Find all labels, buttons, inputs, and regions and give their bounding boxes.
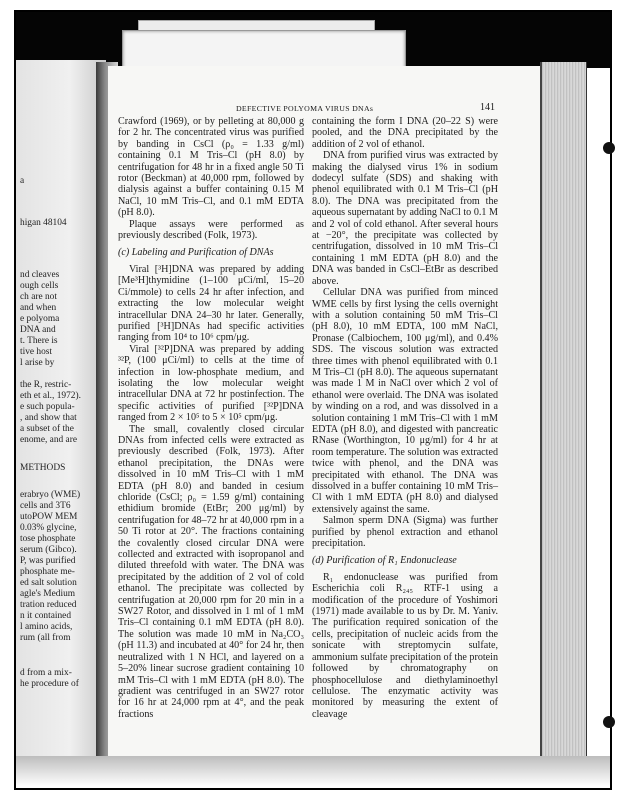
section-heading: (c) Labeling and Purification of DNAs [118, 247, 274, 259]
left-page-fragment: l amino acids, [20, 622, 73, 632]
left-page-fragment: , and show that [20, 413, 77, 423]
paragraph: Plaque assays were performed as previously described (Folk, 1973). [118, 218, 304, 242]
left-page-fragment: nd cleaves [20, 270, 60, 280]
paragraph: Salmon sperm DNA (Sigma) was further purified by phenol extraction and ethanol precipitation. [312, 515, 498, 550]
left-page-fragment: a subset of the [20, 424, 74, 434]
left-page-fragment: e such popula- [20, 402, 75, 412]
left-page-fragment: ch are not [20, 292, 57, 302]
left-page-fragment: and when [20, 303, 57, 313]
paragraph: containing the form I DNA (20–22 S) were pooled, and the DNA precipitated by the addition of 2 vol of ethanol. [312, 116, 498, 150]
paragraph: DNA from purified virus was extracted by making the dialysed virus 1% in sodium dodecyl sulfate (SDS) and shaking with phenol equilibrated with 0.1 M Tris–Cl (pH 8.0). The DNA was precipitated from the aqueous supernatant by adding NaCl to 0.1 M and 2 vol of cold ethanol. After several hours at −20°, the precipitate was collected by centrifugation, dissolved in 10 mM Tris–Cl containing 1 mM EDTA (pH 8.0) and the DNA was banded in CsCl–EtBr as described above. [312, 150, 498, 287]
paragraph: The small, covalently closed circular DNAs from infected cells were extracted as previously described (Folk, 1973). After ethanol precipitation, the DNAs were dissolved in 10 mM Tris–Cl with 1 mM EDTA (pH 8.0) and banded in cesium chloride (CsCl; ρ₀ = 1.59 g/ml) containing ethidium bromide (EtBr; 200 μg/ml) by centrifugation for 48–72 hr at 40,000 rpm in a 50 Ti rotor at 20°. The fractions containing the covalently closed circular DNA were collected and extracted with isopropanol and diluted threefold with water. The DNA was precipitated by the addition of 2 vol of cold ethanol. The precipitate was collected by centrifugation at 20,000 rpm for 20 min in a SW27 Rotor, and dissolved in 1 ml of 1 mM Tris–Cl containing 0.1 mM EDTA (pH 8.0). The solution was made 10 mM in Na₂CO₃ (pH 11.3) and incubated at 40° for 24 hr, then neutralized with 1 N HCl, and layered on a 5–20% linear sucrose gradient containing 10 mM Tris–Cl with 1 mM EDTA (pH 8.0). The gradient was centrifuged in an SW27 rotor for 16 hr at 24,000 rpm at 4°, and the peak fractions [118, 423, 304, 720]
left-page-fragment: n it contained [20, 611, 72, 621]
left-page-fragment: a [20, 176, 25, 186]
binder-hole-bottom [603, 716, 615, 728]
left-page-fragment: utoPOW MEM [20, 512, 78, 522]
left-page-fragment: l arise by [20, 358, 55, 368]
left-page-fragment: tose phosphate [20, 534, 76, 544]
left-page-fragment: the R, restric- [20, 380, 72, 390]
left-page-fragment: d from a mix- [20, 668, 72, 678]
paragraph: R₁ endonuclease was purified from Escherichia coli R₂₄₅ RTF-1 using a modification of the procedure of Yoshimori (1971) made available to us by Dr. M. Yaniv. The purification required sonication of the cells, precipitation of nucleic acids from the sonicate with streptomycin sulfate, ammonium sulfate precipitation of the protein followed by chromatography on phosphocellulose and diethylaminoethyl cellulose. The enzymatic activity was monitored by measuring the extent of cleavage [312, 571, 498, 720]
page-number: 141 [480, 102, 495, 113]
left-page-fragment: higan 48104 [20, 218, 67, 228]
left-page-fragment: t. There is [20, 336, 58, 346]
running-header: DEFECTIVE POLYOMA VIRUS DNAs [236, 104, 374, 113]
paragraph: Crawford (1969), or by pelleting at 80,000 g for 2 hr. The concentrated virus was purified by banding in CsCl (ρ₀ = 1.33 g/ml) containing 0.1 M Tris–Cl (pH 8.0) by centrifugation for 48 hr in a fixed angle 50 Ti rotor (Beckman) at 40,000 rpm, followed by dialysis against a buffer containing 0.15 M NaCl, 10 mM Tris–Cl, and 0.1 mM EDTA (pH 8.0). [118, 116, 304, 219]
left-page-fragment: ed salt solution [20, 578, 77, 588]
section-heading: (d) Purification of R₁ Endonuclease [312, 555, 457, 567]
paragraph: Viral [³²P]DNA was prepared by adding ³²P, (100 μCi/ml) to cells at the time of infection in low-phosphate medium, and isolating the low molecular weight intracellular DNA at 72 hr postinfection. The specific activities of purified [³²P]DNA ranged from 2 × 10⁵ to 5 × 10⁵ cpm/μg. [118, 343, 304, 424]
left-page-fragment: eth et al., 1972). [20, 391, 81, 401]
left-page-fragment: 0.03% glycine, [20, 523, 77, 533]
binder-hole-top [603, 142, 615, 154]
left-page-fragment: DNA and [20, 325, 56, 335]
left-page-fragment: enome, and are [20, 435, 78, 445]
left-page-fragment: erabryo (WME) [20, 490, 81, 500]
left-page-fragment: agle's Medium [20, 589, 76, 599]
left-page-fragment: tive host [20, 347, 53, 357]
left-page-fragment: phosphate me- [20, 567, 75, 577]
left-facing-page [16, 60, 106, 760]
bottom-shadow [16, 756, 610, 786]
left-page-fragment: rum (all from [20, 633, 71, 643]
paragraph: Viral [³H]DNA was prepared by adding [Me³H]thymidine (1–100 μCi/ml, 15–20 Ci/mmole) to cells 24 hr after infection, and extracting the low molecular weight intracellular DNA 24–30 hr later. Generally, purified [³H]DNAs had specific activities ranging from 10⁴ to 10⁶ cpm/μg. [118, 263, 304, 344]
left-column [118, 116, 304, 720]
left-page-fragment: P, was purified [20, 556, 76, 566]
left-page-fragment: cells and 3T6 [20, 501, 71, 511]
paragraph: Cellular DNA was purified from minced WME cells by first lysing the cells overnight with a solution containing 50 mM Tris–Cl (pH 8.0), 10 mM EDTA, 100 mM NaCl, Pronase (Calbiochem, 100 μg/ml), and 0.4% SDS. The viscous solution was extracted three times with phenol equilibrated with 0.1 M Tris–Cl (pH 8.0). The aqueous supernatant was made 1 M in NaCl over which 2 vol of ethanol were overlaid. The DNA was isolated by winding on a rod, and was dissolved in a solution containing 1 mM Tris–Cl with 1 mM EDTA (pH 8.0), and digested with pancreatic RNase (Worthington, 10 μg/ml) for 4 hr at room temperature. The solution was extracted twice with phenol, and the DNA was precipitated with ethanol. The DNA was dissolved in a buffer containing 10 mM Tris–Cl with 1 mM EDTA (pH 8.0) and dialysed extensively against the same. [312, 287, 498, 515]
page-edges [540, 62, 587, 762]
left-page-fragment: ough cells [20, 281, 59, 291]
right-column [312, 116, 498, 720]
left-page-fragment: tration reduced [20, 600, 77, 610]
left-page-fragment: METHODS [20, 463, 66, 473]
left-page-fragment: serum (Gibco). [20, 545, 77, 555]
left-page-fragment: he procedure of [20, 679, 79, 689]
left-page-fragment: e polyoma [20, 314, 60, 324]
